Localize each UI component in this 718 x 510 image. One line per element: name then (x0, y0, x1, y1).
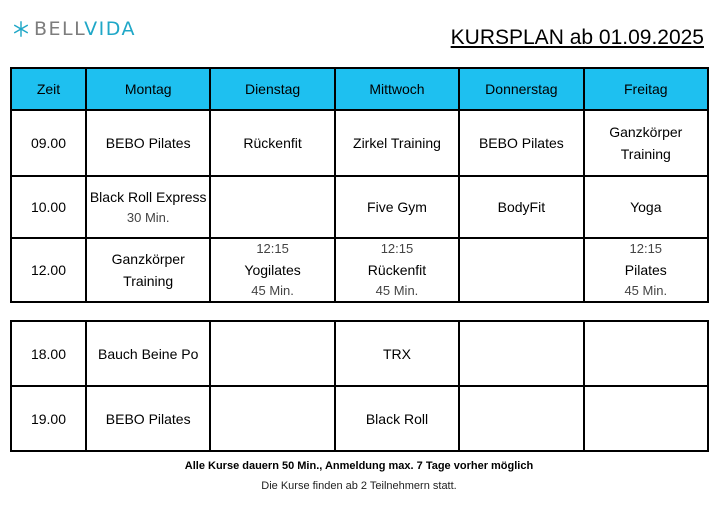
course-cell (210, 386, 334, 451)
course-cell (210, 321, 334, 386)
course-name: Black Roll Express (89, 189, 207, 205)
course-cell (584, 110, 708, 176)
course-cell (86, 386, 210, 451)
course-name: Pilates (624, 262, 667, 278)
course-name: BodyFit (497, 199, 546, 215)
course-name: Black Roll (365, 410, 429, 427)
header-row (11, 68, 708, 110)
snowflake-star-icon (12, 20, 30, 38)
schedule-row (11, 386, 708, 451)
course-cell (86, 238, 210, 302)
brand-name: BELLVIDA (34, 18, 137, 40)
column-header: Dienstag (210, 68, 334, 110)
footer-duration-note: Alle Kurse dauern 50 Min., Anmeldung max. 7 Tage vorher möglich (184, 460, 534, 472)
schedule-row (11, 110, 708, 176)
schedule-row (11, 238, 708, 302)
course-name: Ganzkörper Training (111, 251, 185, 289)
course-name: Yoga (630, 199, 662, 215)
schedule-table-evening (10, 320, 709, 452)
course-cell (459, 176, 583, 238)
course-cell (459, 238, 583, 302)
course-name: Zirkel Training (353, 135, 441, 151)
course-cell (335, 386, 459, 451)
course-cell (584, 238, 708, 302)
course-name: BEBO Pilates (105, 135, 191, 151)
course-name: Bauch Beine Po (97, 345, 199, 362)
column-header: Mittwoch (335, 68, 459, 110)
column-header: Donnerstag (459, 68, 583, 110)
course-name: Rückenfit (367, 262, 427, 278)
course-cell (335, 238, 459, 302)
course-name: Yogilates (244, 262, 301, 278)
time-cell: 10.00 (11, 176, 86, 238)
course-name: Five Gym (367, 199, 427, 215)
course-cell (210, 176, 334, 238)
course-name: Ganzkörper Training (609, 124, 683, 162)
course-cell (459, 110, 583, 176)
course-cell (335, 110, 459, 176)
course-cell (210, 238, 334, 302)
course-cell (584, 321, 708, 386)
page-title: KURSPLAN ab 01.09.2025 (450, 26, 704, 49)
course-name: Rückenfit (243, 135, 302, 151)
brand-logo (12, 18, 136, 40)
course-duration: 30 Min. (126, 210, 170, 225)
schedule-row (11, 321, 708, 386)
course-duration: 45 Min. (375, 283, 419, 298)
course-start-time: 12:15 (256, 241, 289, 256)
footer-participants-note: Die Kurse finden ab 2 Teilnehmern statt. (261, 480, 457, 492)
course-start-time: 12:15 (380, 241, 414, 256)
course-cell (459, 386, 583, 451)
time-cell: 09.00 (11, 110, 86, 176)
column-header: Freitag (584, 68, 708, 110)
course-cell (86, 110, 210, 176)
column-header: Montag (86, 68, 210, 110)
course-cell (210, 110, 334, 176)
course-cell (335, 321, 459, 386)
course-name: BEBO Pilates (478, 135, 564, 151)
time-cell: 18.00 (11, 321, 86, 386)
course-cell (584, 386, 708, 451)
time-cell: 19.00 (11, 386, 86, 451)
course-cell (584, 176, 708, 238)
course-cell (335, 176, 459, 238)
course-duration: 45 Min. (624, 283, 668, 298)
course-cell (86, 176, 210, 238)
column-header: Zeit (11, 68, 86, 110)
course-duration: 45 Min. (251, 283, 294, 298)
course-cell (459, 321, 583, 386)
course-name: BEBO Pilates (105, 410, 191, 427)
schedule-row (11, 176, 708, 238)
schedule-table-day (10, 67, 709, 303)
course-name: TRX (382, 345, 411, 362)
course-start-time: 12:15 (629, 241, 663, 256)
time-cell: 12.00 (11, 238, 86, 302)
course-cell (86, 321, 210, 386)
